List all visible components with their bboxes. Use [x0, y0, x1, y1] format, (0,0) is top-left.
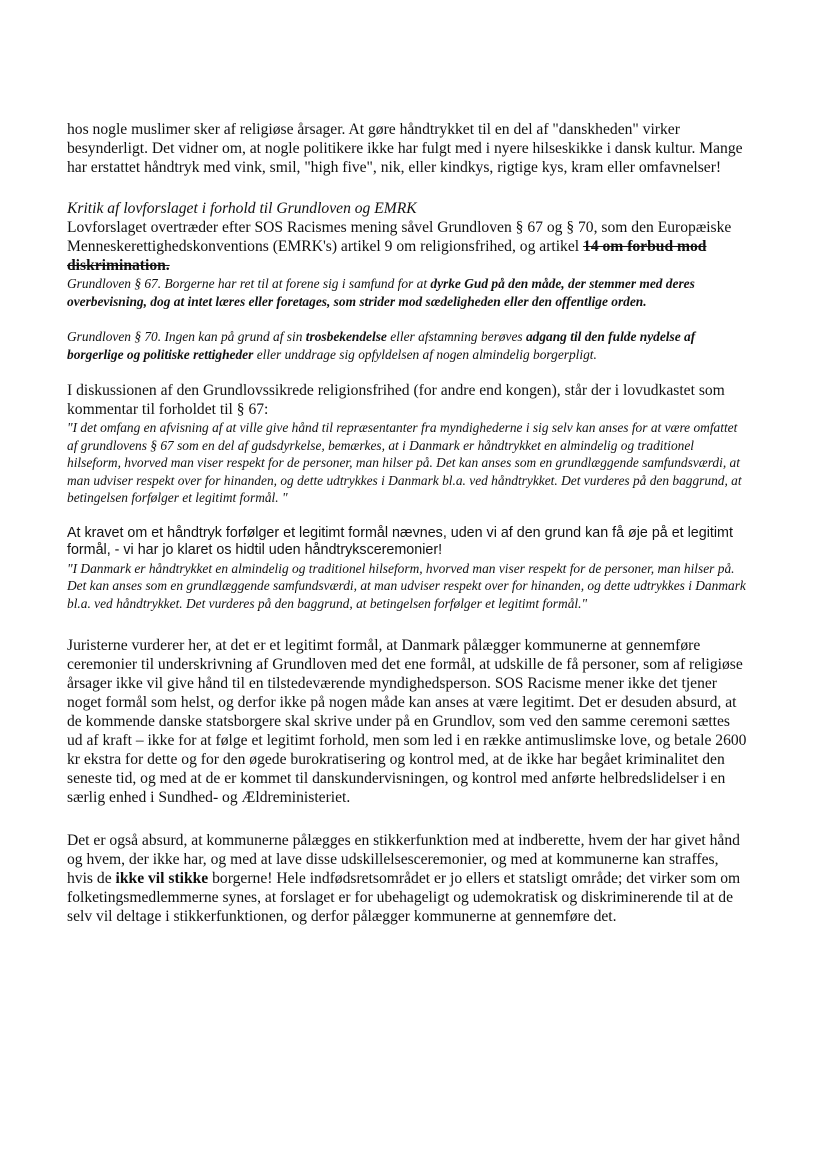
law70-part-c: eller afstamning berøves [386, 329, 526, 344]
paragraph-discussion: I diskussionen af den Grundlovssikrede religionsfrihed (for andre end kongen), står der i lovudkastet som kommentar til forholdet til § 67: [67, 382, 725, 418]
absurd-text-b: borgerne! Hele indfødsretsområdet er jo ellers et statsligt område; det virker som om folketingsmedlemmerne synes, at forslaget er for ubehageligt og udemokratisk og diskriminerende til at de selv vil deltage i stikkerfunktionen, og derfor pålægger kommunerne at gennemføre det. [67, 870, 741, 925]
grundloven-67 [67, 275, 747, 310]
law-violation-text: Lovforslaget overtræder efter SOS Racismes mening såvel Grundloven § 67 og § 70, som den Europæiske Menneskerettighedskonventions (EMRK's) artikel 9 om religionsfrihed, og artikel [67, 219, 732, 255]
law70-part-e: eller unddrage sig opfyldelsen af nogen almindelig borgerpligt. [253, 346, 597, 362]
law70-part-a: Grundloven § 70. Ingen kan på grund af sin [67, 329, 306, 344]
document-page [67, 120, 747, 926]
law70-part-d: adgang til den fulde nydelse af borgerlige og politiske rettigheder [67, 329, 696, 362]
quote-lovudkast-1: "I det omfang en afvisning af at ville give hånd til repræsentanter fra myndighederne i sig selv kan anses for at være omfattet af grundlovens § 67 som en del af gudsdyrkelse, bemærkes, at i Danmark er håndtrykket en almindelig og traditionel hilseform, hvorved man viser respekt for de personer, man hilser på. Det kan anses som en grundlæggende samfundsværdi, at man udviser respekt over for hinanden, og dette udtrykkes i Danmark bl.a. ved håndtrykket. Det vurderes på den baggrund, at betingelsen forfølger et legitimt formål. " [67, 420, 742, 505]
grundloven-70 [67, 328, 747, 363]
law67-intro: Grundloven § 67. Borgerne har ret til at forene sig i samfund for at [67, 276, 431, 291]
paragraph-legitimate-purpose: At kravet om et håndtryk forfølger et legitimt formål nævnes, uden vi af den grund kan få øje på et legitimt formål, - vi har jo klaret os hidtil uden håndtryksceremonier! [67, 524, 733, 558]
paragraph-intro: hos nogle muslimer sker af religiøse årsager. At gøre håndtrykket til en del af "danskheden" virker besynderligt. Det vidner om, at nogle politikere ikke har fulgt med i nyere hilseskikke i dansk kultur. Mange har erstattet håndtryk med vink, smil, "high five", nik, eller kindkys, rigtige kys, kram eller omfavnelser! [67, 121, 743, 176]
paragraph-jurists: Juristerne vurderer her, at det er et legitimt formål, at Danmark pålægger kommunerne at gennemføre ceremonier til underskrivning af Grundloven med det ene formål, at udskille de få personer, som af religiøse årsager ikke vil give hånd til en tilstedeværende myndighedsperson. SOS Racisme mener ikke det tjener noget formål som helst, og derfor ikke på nogen måde kan anses at være legitimt. Det er desuden absurd, at de kommende danske statsborgere skal skrive under på en Grundlov, som ved den samme ceremoni sættes ud af kraft – ikke for at følge et legitimt forhold, men som led i en række antimuslimske love, og betale 2600 kr ekstra for dette og for den øgede burokratisering og kontrol med, at de ikke har begået kriminalitet den seneste tid, og med at de er kommet til danskundervisningen, og kontrol med anførte helbredslidelser i en særlig enhed i Sundhed- og Ældreministeriet. [67, 637, 747, 806]
section-heading: Kritik af lovforslaget i forhold til Grundloven og EMRK [67, 200, 417, 217]
law70-part-b: trosbekendelse [305, 329, 387, 344]
paragraph-absurd [67, 831, 747, 926]
absurd-text-a: Det er også absurd, at kommunerne pålægges en stikkerfunktion med at indberette, hvem der har givet hånd og hvem, der ikke har, og med at lave disse udskillelsesceremonier, og med at kommunerne kan straffes, hvis de [67, 832, 740, 887]
paragraph-law-violation [67, 218, 747, 275]
law67-bold: dyrke Gud på den måde, der stemmer med deres overbevisning, dog at intet læres eller foretages, som strider mod sædeligheden eller den offentlige orden. [67, 276, 695, 309]
quote-lovudkast-2: "I Danmark er håndtrykket en almindelig og traditionel hilseform, hvorved man viser respekt for de personer, man hilser på. Det kan anses som en grundlæggende samfundsværdi, at man udviser respekt over for hinanden, og dette udtrykkes i Danmark bl.a. ved håndtrykket. Det vurderes på den baggrund, at betingelsen forfølger et legitimt formål." [67, 560, 746, 611]
struck-text: 14 om forbud mod diskrimination. [67, 238, 707, 274]
absurd-bold: ikke vil stikke [115, 870, 209, 887]
